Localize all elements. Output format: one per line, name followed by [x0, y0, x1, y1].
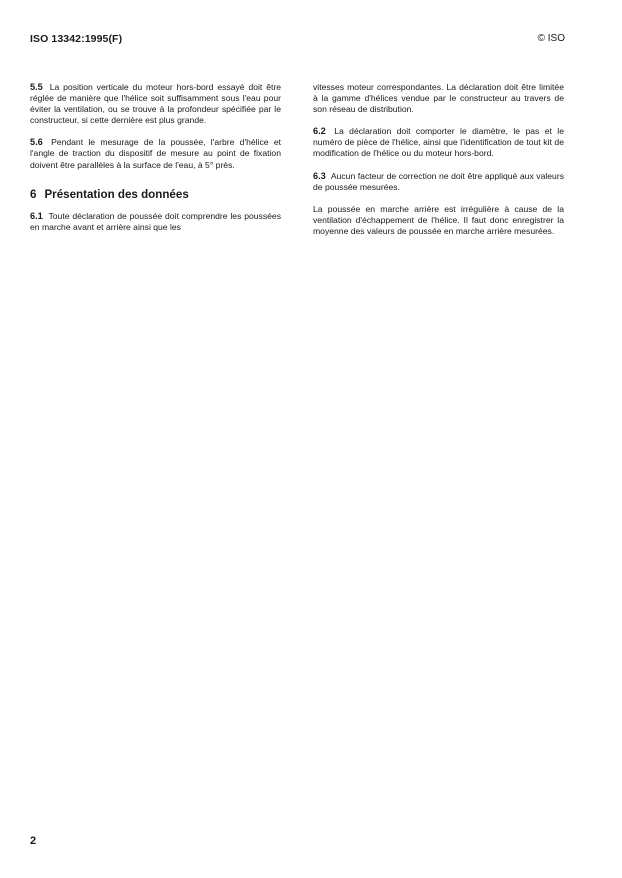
- clause-number: 5.6: [30, 137, 43, 148]
- clause-text: Pendant le mesurage de la poussée, l'arbre d'hélice et l'angle de traction du dispositif de mesure au point de fixation doivent être parallèles à la surface de l'eau, à 5° près.: [30, 137, 281, 170]
- section-title: Présentation des données: [44, 187, 189, 201]
- left-column: [30, 82, 281, 244]
- page-number: 2: [30, 835, 37, 847]
- clause-text: vitesses moteur correspondantes. La déclaration doit être limitée à la gamme d'hélices vendue par le constructeur au travers de son réseau de distribution.: [313, 82, 564, 115]
- clause-number: 5.5: [30, 82, 43, 92]
- clause-5-6: [30, 137, 281, 170]
- standard-identifier: ISO 13342:1995(F): [30, 33, 123, 45]
- copyright-notice: © ISO: [537, 33, 565, 44]
- clause-6-1-continued: [313, 82, 564, 115]
- section-heading-6: [30, 188, 281, 202]
- clause-6-1: [30, 211, 281, 233]
- clause-6-2: [313, 126, 564, 159]
- clause-text: La position verticale du moteur hors-bord essayé doit être réglée de manière que l'hélice soit suffisamment sous l'eau pour éviter la ventilation, ou se trouve à la profondeur spécifiée par le constructeur, si cette dernière est plus grande.: [30, 82, 282, 126]
- right-column: [313, 82, 564, 248]
- clause-5-5: [30, 82, 281, 126]
- clause-number: 6.1: [30, 210, 43, 221]
- clause-text: La poussée en marche arrière est irrégulière à cause de la ventilation d'échappement de l'hélice. Il faut donc enregistrer la moyenne des valeurs de poussée en marche arrière mesurées.: [313, 203, 564, 236]
- clause-text: La déclaration doit comporter le diamètre, le pas et le numéro de pièce de l'hélice, ainsi que l'identification de tout kit de modification de l'hélice ou du moteur hors-bord.: [313, 126, 564, 159]
- clause-text: Toute déclaration de poussée doit comprendre les poussées en marche avant et arrière ainsi que les: [30, 210, 282, 232]
- clause-text: Aucun facteur de correction ne doit être appliqué aux valeurs de poussée mesurées.: [313, 170, 564, 192]
- clause-number: 6.3: [313, 170, 326, 181]
- clause-6-3: [313, 171, 564, 193]
- clause-6-3-note: [313, 204, 564, 237]
- clause-number: 6.2: [313, 126, 326, 137]
- section-number: 6: [30, 187, 37, 201]
